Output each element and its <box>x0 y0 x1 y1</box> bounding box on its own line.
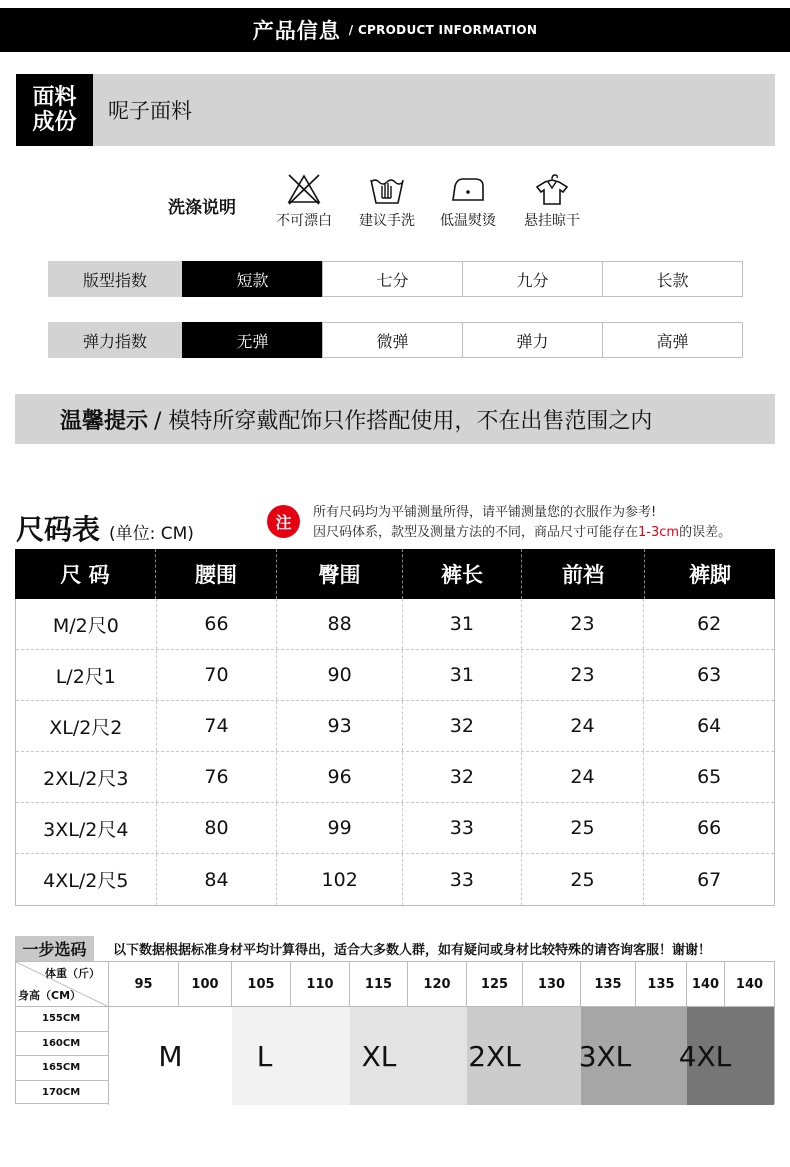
header-title: 产品信息 <box>252 19 341 43</box>
fabric-label-line2: 成份 <box>32 110 77 135</box>
section-header <box>0 8 790 52</box>
fit-option-short: 短款 <box>182 261 323 297</box>
weight-cell: 115 <box>350 962 408 1007</box>
quick-select-tag: 一步选码 <box>15 936 94 961</box>
table-cell: 63 <box>697 664 722 686</box>
size-label: M <box>158 1039 183 1073</box>
table-cell: 74 <box>157 701 278 751</box>
size-header-cell: 前裆 <box>522 549 645 599</box>
table-cell: 67 <box>697 868 722 891</box>
table-cell: 25 <box>522 803 645 853</box>
table-cell: 93 <box>277 701 403 751</box>
table-cell: 84 <box>157 854 278 905</box>
table-row <box>16 599 774 650</box>
weight-cell: 125 <box>467 962 523 1007</box>
size-note-line2 <box>313 523 731 543</box>
table-row <box>16 752 774 803</box>
weight-axis-label: 体重（斤） <box>45 967 100 980</box>
weight-cell: 120 <box>408 962 467 1007</box>
size-header-cell: 尺 码 <box>15 549 156 599</box>
tip-text: / 模特所穿戴配饰只作搭配使用，不在出售范围之内 <box>154 408 653 434</box>
fit-option-ankle: 九分 <box>462 261 603 297</box>
table-cell: 62 <box>697 613 722 635</box>
weight-cell: 110 <box>291 962 350 1007</box>
fit-index-label: 版型指数 <box>48 261 182 297</box>
size-header-cell: 裤长 <box>403 549 522 599</box>
fabric-label <box>16 74 93 146</box>
size-table-body <box>15 599 775 906</box>
table-cell: 23 <box>522 599 645 649</box>
table-cell: L/2尺1 <box>16 650 157 700</box>
weight-cell: 105 <box>232 962 291 1007</box>
no-bleach-icon <box>285 172 323 206</box>
wash-item-text: 低温熨烫 <box>440 213 496 229</box>
size-label: 2XL <box>468 1039 521 1073</box>
height-cell: 160CM <box>16 1032 109 1057</box>
tip-title: 温馨提示 <box>60 408 149 434</box>
fabric-value-box <box>93 74 775 146</box>
wash-item-hang-dry <box>514 172 590 230</box>
table-cell: 2XL/2尺3 <box>16 752 157 802</box>
size-label: XL <box>361 1039 397 1073</box>
size-note-line1: 所有尺码均为平铺测量所得，请平铺测量您的衣服作为参考! <box>313 505 657 520</box>
hang-dry-icon <box>533 172 571 206</box>
weight-cell: 135 <box>636 962 687 1007</box>
table-cell: 24 <box>522 701 645 751</box>
stretch-index-label: 弹力指数 <box>48 322 182 358</box>
table-cell: 88 <box>277 599 403 649</box>
header-subtitle: / CPRODUCT INFORMATION <box>348 23 538 37</box>
weight-cell: 130 <box>523 962 581 1007</box>
wash-item-text: 悬挂晾干 <box>524 213 580 229</box>
weight-cell: 140 <box>687 962 725 1007</box>
size-label: 3XL <box>578 1039 632 1073</box>
table-cell: 24 <box>522 752 645 802</box>
wash-item-text: 建议手洗 <box>359 213 415 229</box>
table-cell: 76 <box>157 752 278 802</box>
weight-cell: 135 <box>581 962 636 1007</box>
height-axis-label: 身高（CM） <box>18 989 82 1002</box>
table-cell: 80 <box>157 803 278 853</box>
table-cell: 99 <box>277 803 403 853</box>
table-cell: 31 <box>403 599 522 649</box>
table-cell: 65 <box>697 766 722 788</box>
weight-cell: 95 <box>109 962 179 1007</box>
size-table-header <box>15 549 775 599</box>
table-cell: 96 <box>277 752 403 802</box>
height-cell: 165CM <box>16 1056 109 1081</box>
table-row <box>16 854 774 905</box>
tip-banner <box>15 394 775 444</box>
table-cell: M/2尺0 <box>16 599 157 649</box>
size-header-cell: 裤脚 <box>689 563 731 587</box>
weight-cell: 100 <box>179 962 232 1007</box>
fabric-value: 呢子面料 <box>108 99 192 123</box>
size-note-line2-a: 因尺码体系，款型及测量方法的不同，商品尺寸可能存在 <box>313 525 639 540</box>
fit-option-cropped: 七分 <box>322 261 463 297</box>
note-badge: 注 <box>267 505 300 538</box>
table-row <box>16 650 774 701</box>
quick-select-grid <box>15 961 775 1104</box>
size-chart-title: 尺码表 <box>16 513 101 546</box>
table-cell: 102 <box>277 854 403 905</box>
wash-item-hand-wash <box>349 172 425 230</box>
height-cell: 155CM <box>16 1007 109 1032</box>
wash-item-text: 不可漂白 <box>276 213 332 229</box>
table-cell: 64 <box>697 715 722 737</box>
size-chart-unit: (单位: CM) <box>109 524 194 544</box>
table-cell: XL/2尺2 <box>16 701 157 751</box>
size-note <box>313 503 731 543</box>
size-note-range: 1-3cm <box>638 525 680 540</box>
table-cell: 4XL/2尺5 <box>16 854 157 905</box>
table-cell: 70 <box>157 650 278 700</box>
size-label: L <box>256 1039 273 1073</box>
table-cell: 25 <box>522 854 645 905</box>
weight-cell: 140 <box>725 962 774 1007</box>
fit-option-long: 长款 <box>602 261 743 297</box>
size-label: 4XL <box>678 1039 732 1073</box>
table-cell: 3XL/2尺4 <box>16 803 157 853</box>
table-cell: 23 <box>522 650 645 700</box>
table-cell: 33 <box>403 854 522 905</box>
wash-item-low-iron <box>430 172 506 230</box>
table-row <box>16 701 774 752</box>
washing-label: 洗涤说明 <box>168 198 236 218</box>
table-cell: 32 <box>403 701 522 751</box>
quick-select-message: 以下数据根据标准身材平均计算得出，适合大多数人群，如有疑问或身材比较特殊的请咨询客服！谢谢！ <box>113 943 712 958</box>
wash-item-no-bleach <box>266 172 342 230</box>
quick-select-corner <box>16 962 109 1007</box>
size-header-cell: 臀围 <box>277 549 403 599</box>
size-header-cell: 腰围 <box>156 549 277 599</box>
fabric-label-line1: 面料 <box>32 85 77 110</box>
table-cell: 66 <box>157 599 278 649</box>
stretch-option-high: 高弹 <box>602 322 743 358</box>
stretch-option-none: 无弹 <box>182 322 323 358</box>
height-cell: 170CM <box>16 1081 109 1106</box>
hand-wash-icon <box>368 172 406 206</box>
table-cell: 31 <box>403 650 522 700</box>
table-cell: 32 <box>403 752 522 802</box>
size-note-line2-b: 的误差。 <box>679 525 732 540</box>
low-iron-icon <box>449 172 487 206</box>
table-cell: 90 <box>277 650 403 700</box>
stretch-option-stretch: 弹力 <box>462 322 603 358</box>
stretch-option-slight: 微弹 <box>322 322 463 358</box>
table-cell: 33 <box>403 803 522 853</box>
table-cell: 66 <box>697 817 722 839</box>
table-row <box>16 803 774 854</box>
